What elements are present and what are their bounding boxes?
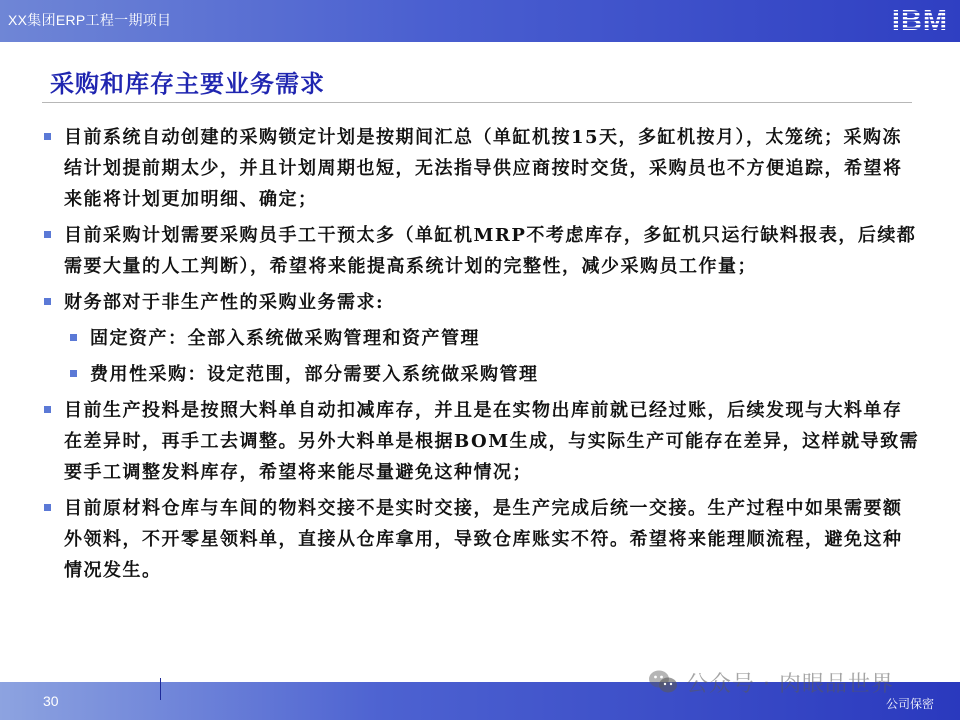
confidential-label: 公司保密 — [885, 697, 934, 711]
header-bar — [0, 0, 960, 42]
bullet-item — [40, 122, 920, 215]
bullet-text: 目前系统自动创建的采购锁定计划是按期间汇总（单缸机按15天，多缸机按月），太笼统；采购冻结计划提前期太少，并且计划周期也短，无法指导供应商按时交货，采购员也不方便追踪，希望将来能将计划更加明细、确定； — [64, 127, 903, 210]
sub-bullet-item — [40, 359, 920, 390]
square-bullet-icon — [70, 334, 77, 341]
square-bullet-icon — [44, 406, 51, 413]
bullet-item — [40, 287, 920, 318]
watermark-text: 公众号 · 肉眼品世界 — [686, 671, 894, 697]
bullet-text: 目前原材料仓库与车间的物料交接不是实时交接，是生产完成后统一交接。生产过程中如果需要额外领料，不开零星领料单，直接从仓库拿用，导致仓库账实不符。希望将来能理顺流程，避免这种情况发生。 — [64, 498, 903, 581]
bullet-text: 目前采购计划需要采购员手工干预太多（单缸机MRP不考虑库存，多缸机只运行缺料报表，后续都需要大量的人工判断），希望将来能提高系统计划的完整性，减少采购员工作量； — [64, 225, 917, 277]
square-bullet-icon — [44, 298, 51, 305]
project-title: XX集团ERP工程一期项目 — [8, 12, 172, 28]
bullet-item — [40, 220, 920, 282]
bullet-text: 财务部对于非生产性的采购业务需求: — [64, 292, 385, 313]
bullet-text: 固定资产：全部入系统做采购管理和资产管理 — [90, 328, 480, 349]
slide-title: 采购和库存主要业务需求 — [50, 70, 325, 98]
bullet-item — [40, 395, 920, 488]
watermark — [648, 666, 894, 698]
footer-divider — [160, 678, 161, 700]
bullet-text: 费用性采购：设定范围，部分需要入系统做采购管理 — [90, 364, 539, 385]
square-bullet-icon — [44, 133, 51, 140]
ibm-logo — [888, 5, 952, 33]
wechat-icon — [648, 669, 678, 695]
sub-bullet-item — [40, 323, 920, 354]
square-bullet-icon — [44, 504, 51, 511]
square-bullet-icon — [44, 231, 51, 238]
bullet-text: 目前生产投料是按照大料单自动扣减库存，并且是在实物出库前就已经过账，后续发现与大料单存在差异时，再手工去调整。另外大料单是根据BOM生成，与实际生产可能存在差异，这样就导致需要手工调整发料库存，希望将来能尽量避免这种情况； — [64, 400, 920, 483]
page-number: 30 — [43, 693, 59, 709]
bullet-list — [40, 122, 920, 591]
bullet-item — [40, 493, 920, 586]
title-divider — [42, 102, 912, 103]
square-bullet-icon — [70, 370, 77, 377]
